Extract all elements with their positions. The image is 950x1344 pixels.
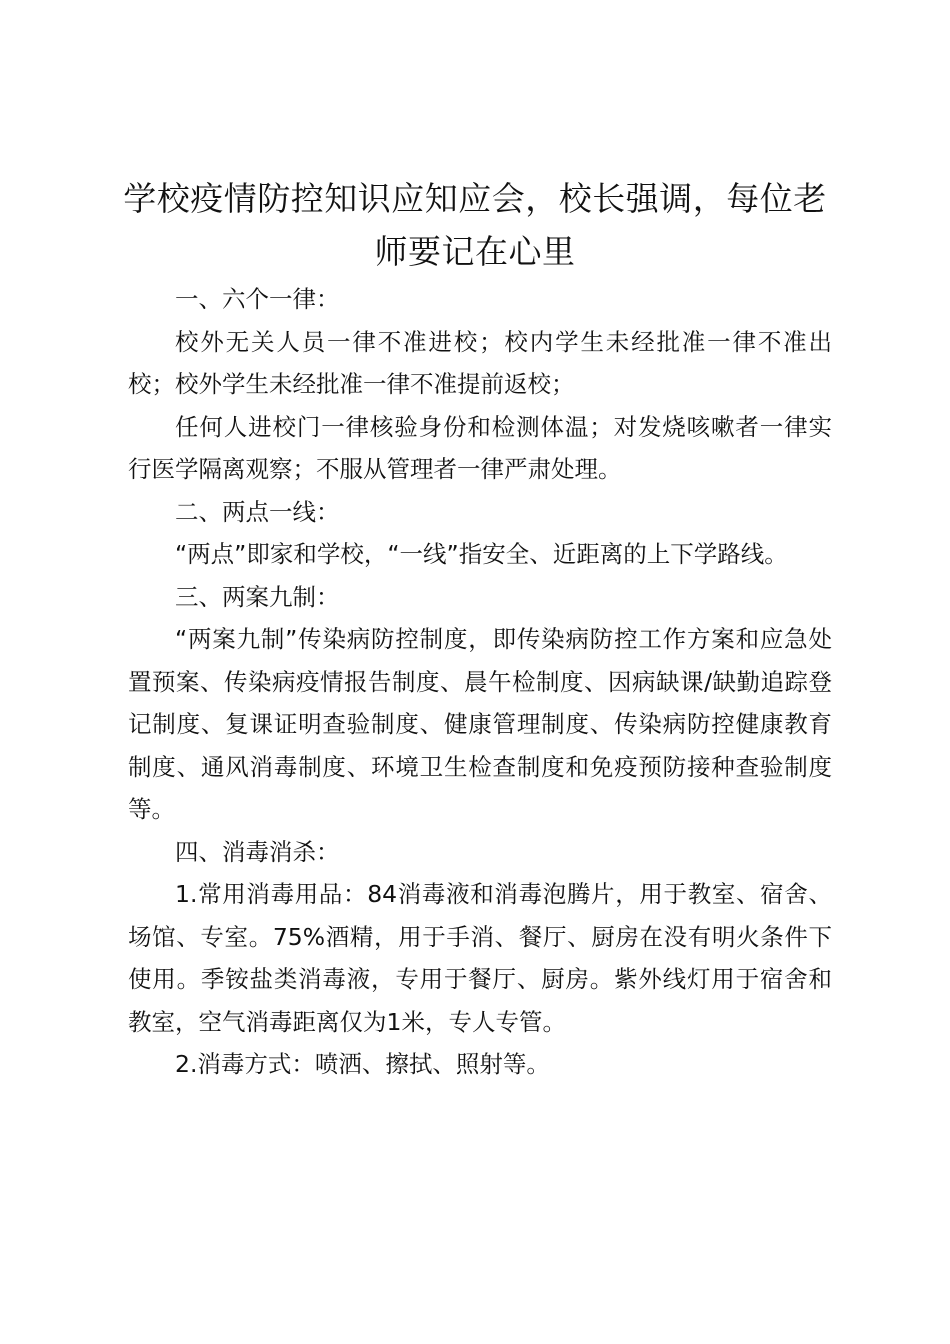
- paragraph: “两点”即家和学校，“一线”指安全、近距离的上下学路线。: [175, 540, 788, 568]
- section-heading-six-rules: 一、六个一律：: [175, 285, 340, 313]
- paragraph: 校外无关人员一律不准进校；校内学生未经批准一律不准出校；校外学生未经批准一律不准提前返校；: [128, 327, 832, 398]
- section-heading-disinfection: 四、消毒消杀：: [175, 837, 340, 866]
- document-title: 学校疫情防控知识应知应会，校长强调，每位老师要记在心里: [123, 179, 827, 271]
- paragraph: 2.消毒方式：喷洒、擦拭、照射等。: [175, 1050, 550, 1078]
- paragraph: 1.常用消毒用品：84消毒液和消毒泡腾片，用于教室、宿舍、场馆、专室。75%酒精，用于手消、餐厅、厨房在没有明火条件下使用。季铵盐类消毒液，专用于餐厅、厨房。紫外线灯用于宿舍和教室，空气消毒距离仅为1米，专人专管。: [128, 880, 832, 1036]
- paragraph: “两案九制”传染病防控制度，即传染病防控工作方案和应急处置预案、传染病疫情报告制度、晨午检制度、因病缺课/缺勤追踪登记制度、复课证明查验制度、健康管理制度、传染病防控健康教育制度、通风消毒制度、环境卫生检查制度和免疫预防接种查验制度等。: [128, 625, 832, 823]
- document-body: [128, 278, 832, 1086]
- section-heading-two-points-one-line: 二、两点一线：: [175, 497, 340, 526]
- section-heading-two-plans-nine-systems: 三、两案九制：: [175, 582, 340, 611]
- paragraph: 任何人进校门一律核验身份和检测体温；对发烧咳嗽者一律实行医学隔离观察；不服从管理者一律严肃处理。: [128, 412, 832, 483]
